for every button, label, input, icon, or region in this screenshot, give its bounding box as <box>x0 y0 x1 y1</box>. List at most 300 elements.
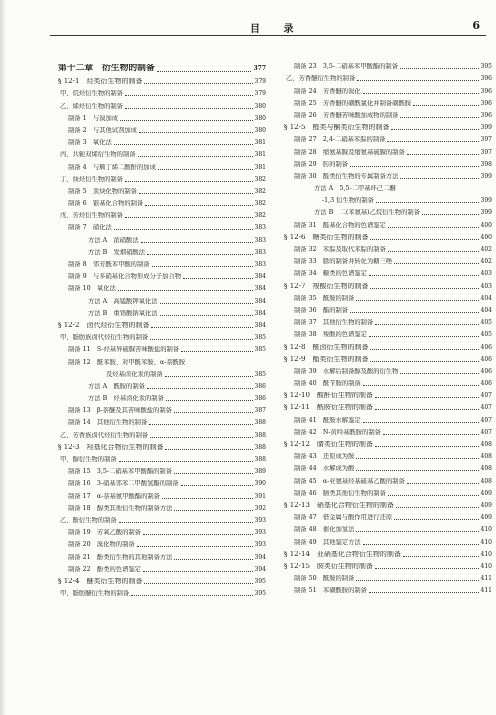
toc-page-number: 398 <box>480 160 492 168</box>
toc-entry-title: § 12-1 烃类衍生物的制备 <box>58 78 143 86</box>
header-title: 目 录 <box>250 24 304 35</box>
toc-entry <box>58 561 266 573</box>
toc-page-number: 394 <box>254 553 266 561</box>
toc-entry-title: 制备 13 β-萘醚及其苦味酸盐的制备 <box>68 407 172 415</box>
toc-entry <box>58 402 266 414</box>
toc-page-number: 410 <box>480 538 492 546</box>
toc-entry-title: § 12-5 醛类与酮类衍生物的制备 <box>284 124 390 132</box>
toc-entry-title: 制备 50 酰胺的制备 <box>294 575 355 583</box>
toc-page-number: 406 <box>480 380 492 388</box>
toc-leader-dots <box>139 132 253 133</box>
toc-leader-dots <box>356 300 478 301</box>
toc-page-number: 382 <box>254 212 266 220</box>
toc-page-number: 388 <box>254 456 266 463</box>
toc-leader-dots <box>139 193 253 194</box>
toc-entry-title: 制备 36 酯的制备 <box>294 306 349 314</box>
toc-leader-dots <box>162 498 253 499</box>
toc-right-column <box>284 58 492 594</box>
toc-entry <box>284 546 492 558</box>
toc-page-number: 384 <box>254 321 266 329</box>
toc-entry-title: 丙、共轭双烯衍生物的制备 <box>60 151 136 159</box>
toc-leader-dots <box>375 397 479 398</box>
toc-leader-dots <box>145 205 252 206</box>
toc-entry <box>58 524 266 536</box>
toc-page-number: 384 <box>254 297 266 305</box>
toc-entry <box>284 95 492 107</box>
toc-entry <box>284 424 492 436</box>
toc-entry-title: 制备 2 与其他试剂加成 <box>68 126 137 134</box>
toc-entry <box>58 463 266 475</box>
toc-entry-title: 制备 40 酰苄胺的制备 <box>294 380 361 388</box>
toc-entry-title: 制备 27 2,4-二硝基苯腙的制备 <box>294 136 386 144</box>
toc-leader-dots <box>131 595 252 596</box>
toc-entry-title: 制备 9 与多硝基化合物形成分子加合物 <box>68 273 182 281</box>
toc-entry-title: 制备 7 硝化法 <box>68 224 112 232</box>
toc-page-number: 399 <box>480 209 492 217</box>
toc-leader-dots <box>375 324 478 325</box>
toc-entry <box>284 131 492 143</box>
toc-page-number: 385 <box>254 334 266 342</box>
toc-page-number: 404 <box>480 306 492 314</box>
toc-entry <box>284 460 492 472</box>
toc-entry <box>284 363 492 375</box>
toc-page-number: 396 <box>480 99 492 107</box>
toc-leader-dots <box>388 495 479 496</box>
toc-entry-title: 制备 46 腈类其他衍生物的制备 <box>294 489 386 497</box>
toc-entry <box>284 253 492 265</box>
toc-entry <box>284 180 492 192</box>
toc-entry <box>58 439 266 451</box>
toc-entry-title: 制备 38 羧酸的色谱鉴定 <box>294 331 367 339</box>
toc-entry <box>58 378 266 390</box>
toc-entry <box>58 414 266 426</box>
toc-leader-dots <box>125 108 253 109</box>
toc-page-number: 407 <box>480 392 492 400</box>
toc-leader-dots <box>144 583 252 584</box>
toc-leader-dots <box>370 239 478 240</box>
toc-leader-dots <box>174 559 252 560</box>
toc-entry <box>58 231 266 243</box>
toc-entry <box>284 277 492 289</box>
toc-page-number: 400 <box>480 233 492 241</box>
toc-entry-title: 制备 3 氧化法 <box>68 139 112 147</box>
toc-entry <box>58 183 266 195</box>
toc-entry <box>58 171 266 183</box>
toc-entry <box>284 265 492 277</box>
toc-page-number: 396 <box>480 75 492 83</box>
toc-entry-title: 制备 10 氧化法 <box>68 285 116 293</box>
toc-entry <box>284 168 492 180</box>
toc-entry-title: 制备 31 醛基化合物的色谱鉴定 <box>294 221 386 229</box>
toc-leader-dots <box>370 349 478 350</box>
toc-entry <box>284 156 492 168</box>
toc-page-number: 383 <box>254 224 266 232</box>
toc-entry-title: § 12-10 酸酐衍生物的制备 <box>284 392 373 400</box>
toc-page-number: 391 <box>254 492 266 500</box>
toc-page-number: 405 <box>480 319 492 327</box>
toc-entry <box>284 497 492 509</box>
toc-leader-dots <box>174 412 253 413</box>
toc-entry <box>58 292 266 304</box>
toc-entry-title: § 12-7 羧酸衍生物的制备 <box>284 282 369 290</box>
toc-page-number: 387 <box>254 407 266 415</box>
toc-leader-dots <box>394 519 478 520</box>
toc-entry <box>58 548 266 560</box>
toc-entry-title: 方法 B 重铬酸钠氧化法 <box>88 309 158 317</box>
toc-leader-dots <box>422 214 479 215</box>
toc-entry <box>284 521 492 533</box>
toc-entry-title: 方法 A 酰胺的制备 <box>88 382 145 390</box>
toc-entry-title: § 12-2 卤代烃衍生物的制备 <box>58 321 150 329</box>
toc-leader-dots <box>152 266 253 267</box>
toc-entry-title: 制备 18 醇类其他衍生物的制备方法 <box>68 504 173 512</box>
toc-entry <box>58 268 266 280</box>
toc-page-number: 393 <box>254 529 266 537</box>
toc-entry <box>58 195 266 207</box>
toc-entry-title: 及烃基卤化汞的制备 <box>106 370 163 378</box>
toc-entry <box>284 119 492 131</box>
toc-leader-dots <box>356 580 478 581</box>
toc-page-number: 410 <box>480 562 492 570</box>
toc-entry <box>58 97 266 109</box>
toc-entry-title: 制备 12 酰苯胺、对甲酰苯胺、α-萘酰胺 <box>68 358 186 366</box>
toc-leader-dots <box>369 336 479 337</box>
toc-page-number: 397 <box>480 136 492 144</box>
toc-leader-dots <box>350 166 478 167</box>
toc-entry <box>284 533 492 545</box>
toc-entry <box>58 426 266 438</box>
toc-entry-title: 制备 47 借金属与酸作用进行还原 <box>294 514 393 522</box>
toc-page-number: 403 <box>480 270 492 278</box>
toc-leader-dots <box>165 449 252 450</box>
toc-entry <box>284 241 492 253</box>
toc-entry <box>284 485 492 497</box>
toc-entry-title: 制备 15 3,5-二硝基苯甲酸酯的制备 <box>68 468 173 476</box>
toc-page-number: 396 <box>480 87 492 95</box>
toc-leader-dots <box>143 571 253 572</box>
toc-entry <box>284 436 492 448</box>
toc-entry-title: 甲、醇衍生物的制备 <box>60 456 117 463</box>
toc-entry <box>58 122 266 134</box>
toc-page-number: 402 <box>480 258 492 266</box>
toc-entry-title: 制备 6 银基化合物的制备 <box>68 200 144 208</box>
toc-entry <box>58 280 266 292</box>
toc-page-number: 403 <box>480 282 492 290</box>
toc-page-number: 396 <box>480 111 492 119</box>
toc-page-number: 383 <box>254 261 266 268</box>
toc-entry-title: 乙、芳香族卤代烃衍生物的制备 <box>60 431 149 439</box>
toc-page-number: 388 <box>254 431 266 439</box>
toc-leader-dots <box>147 388 253 389</box>
toc-leader-dots <box>407 483 479 484</box>
toc-page-number: 411 <box>480 575 492 583</box>
toc-page-number: 379 <box>254 90 266 98</box>
toc-leader-dots <box>357 80 478 81</box>
toc-page-number: 386 <box>254 395 266 403</box>
toc-entry-title: § 12-4 醚类衍生物的制备 <box>58 577 143 585</box>
toc-entry-title: 制备 44 水解成为酸 <box>294 465 355 473</box>
toc-entry <box>58 500 266 512</box>
toc-entry-title: 方法 B 发烟硝酸法 <box>88 248 146 256</box>
toc-entry-title: 方法 A 浓硝酸法 <box>88 236 139 244</box>
toc-entry-title: 制备 25 芳香醚的磺酰氯化并制备磺酰胺 <box>294 99 412 107</box>
toc-entry <box>58 146 266 158</box>
toc-page-number: 402 <box>480 246 492 253</box>
toc-page-number: 408 <box>480 441 492 448</box>
toc-entry <box>284 351 492 363</box>
toc-page-number: 405 <box>480 331 492 339</box>
toc-leader-dots <box>160 315 253 316</box>
toc-page-number: 383 <box>254 236 266 244</box>
toc-leader-dots <box>383 434 479 435</box>
toc-page-number: 407 <box>480 428 492 436</box>
toc-entry <box>284 411 492 423</box>
toc-entry <box>58 158 266 170</box>
toc-entry-title: 乙、酚衍生物的制备 <box>60 516 117 524</box>
toc-page-number: 392 <box>254 504 266 512</box>
toc-page-number: 381 <box>254 139 266 147</box>
scan-edge-shadow <box>0 0 6 715</box>
toc-entry-title: 制备 34 糖类的色谱鉴定 <box>294 270 367 278</box>
toc-leader-dots <box>183 278 252 279</box>
toc-entry <box>58 475 266 487</box>
toc-entry <box>58 451 266 463</box>
toc-leader-dots <box>388 227 479 228</box>
toc-page-number: 385 <box>254 370 266 378</box>
toc-entry <box>58 585 266 597</box>
toc-page-number: 406 <box>480 355 492 363</box>
toc-entry-title: 制备 21 酚类衍生物的其他制备方法 <box>68 553 173 561</box>
toc-entry-title: 方法 A 5,5-二甲基环己二酮 <box>314 185 396 193</box>
toc-page-number: 395 <box>254 590 266 598</box>
toc-entry-title: § 12-15 胺类衍生物的制备 <box>284 562 373 570</box>
toc-leader-dots <box>181 485 253 486</box>
toc-entry-title: 制备 4 与顺丁烯二酸酐的加成 <box>68 163 156 171</box>
toc-leader-dots <box>375 446 479 447</box>
toc-page-number: 382 <box>254 200 266 208</box>
toc-entry-title: 制备 30 醛类衍生物的专属制备方法 <box>294 172 399 180</box>
toc-entry <box>58 305 266 317</box>
toc-entry-title: 制备 51 苯磺酰胺的制备 <box>294 587 367 595</box>
toc-leader-dots <box>363 422 479 423</box>
toc-page-number: 407 <box>480 404 492 412</box>
toc-page-number: 397 <box>480 148 492 156</box>
toc-entry-title: 制备 1 与溴加成 <box>68 114 119 122</box>
toc-page-number: 385 <box>254 346 266 354</box>
toc-page-number: 393 <box>254 516 266 524</box>
toc-entry-title: § 12-13 硝基化合物衍生物的制备 <box>284 501 394 509</box>
toc-entry-title: 制备 22 酚类的色谱鉴定 <box>68 565 141 573</box>
toc-entry-title: § 12-12 腈类衍生物的制备 <box>284 441 373 448</box>
toc-leader-dots <box>403 556 479 557</box>
toc-entry <box>58 134 266 146</box>
toc-leader-dots <box>391 129 478 130</box>
toc-leader-dots <box>400 68 479 69</box>
toc-entry-title: 制备 37 其他衍生物的制备 <box>294 319 374 327</box>
toc-leader-dots <box>144 83 252 84</box>
toc-page-number: 408 <box>480 453 492 461</box>
toc-leader-dots <box>157 71 252 72</box>
toc-entry <box>284 107 492 119</box>
toc-entry <box>284 192 492 204</box>
toc-entry <box>284 375 492 387</box>
toc-entry-title: 制备 45 α-亚氨基烃基硫基乙酸的制备 <box>294 477 405 485</box>
toc-page-number: 380 <box>254 126 266 134</box>
toc-entry <box>284 338 492 350</box>
toc-entry-title: § 12-11 酰胺衍生物的制备 <box>284 404 373 412</box>
toc-page-number: 409 <box>480 489 492 497</box>
toc-leader-dots <box>363 93 479 94</box>
toc-page-number: 384 <box>254 273 266 281</box>
toc-leader-dots <box>363 385 479 386</box>
toc-entry <box>284 58 492 70</box>
toc-leader-dots <box>370 288 478 289</box>
toc-entry-title: 丁、炔烃衍生物的制备 <box>60 175 123 183</box>
toc-entry-title: 乙、烯烃衍生物的制备 <box>60 102 123 110</box>
toc-entry <box>284 558 492 570</box>
toc-page-number: 399 <box>480 172 492 180</box>
toc-entry-title: 方法 B 烃基卤化汞的制备 <box>88 395 164 403</box>
toc-entry-title: 乙、芳香醚衍生物的制备 <box>286 75 356 83</box>
toc-page-number: 379 <box>254 78 266 86</box>
toc-page-number: 409 <box>480 501 492 509</box>
toc-leader-dots <box>150 437 252 438</box>
toc-page-number: 394 <box>254 565 266 573</box>
toc-entry <box>58 219 266 231</box>
toc-entry-title: § 12-3 羟基化合物衍生物的制备 <box>58 443 164 451</box>
toc-leader-dots <box>394 263 478 264</box>
toc-page-number: 390 <box>254 480 266 488</box>
toc-entry <box>58 512 266 524</box>
toc-leader-dots <box>388 251 479 252</box>
toc-entry-title: § 12-6 糖类衍生物的制备 <box>284 233 369 241</box>
toc-leader-dots <box>151 327 252 328</box>
toc-entry-title: 制备 11 S-烃基异硫脲苦味酸盐的制备 <box>68 346 180 354</box>
toc-entry <box>58 536 266 548</box>
toc-leader-dots <box>125 217 253 218</box>
toc-page-number: 381 <box>254 151 266 159</box>
toc-entry-title: § 12-8 酰卤衍生物的制备 <box>284 343 369 351</box>
toc-entry <box>284 448 492 460</box>
toc-entry-title: 方法 A 高锰酸钾氧化法 <box>88 297 158 305</box>
page-header <box>50 20 486 36</box>
toc-page-number: 395 <box>254 577 266 585</box>
toc-page-number: 409 <box>480 514 492 522</box>
toc-entry-title: 第十二章 衍生物的制备 <box>58 64 155 73</box>
toc-entry <box>284 216 492 228</box>
toc-entry <box>284 570 492 582</box>
toc-entry <box>58 73 266 85</box>
toc-leader-dots <box>370 361 478 362</box>
toc-entry <box>58 58 266 73</box>
toc-leader-dots <box>363 544 479 545</box>
toc-page-number: 380 <box>254 114 266 122</box>
toc-leader-dots <box>375 568 479 569</box>
toc-leader-dots <box>120 120 252 121</box>
toc-entry-title: 制备 8 邻芳酰苯甲酸的制备 <box>68 261 150 268</box>
toc-leader-dots <box>166 400 253 401</box>
toc-entry-title: 制备 49 其他鉴定方法 <box>294 538 361 546</box>
toc-entry-title: § 12-9 酯类衍生物的制备 <box>284 355 369 363</box>
toc-leader-dots <box>160 303 253 304</box>
toc-page-number: 407 <box>480 416 492 424</box>
toc-page-number: 380 <box>254 102 266 110</box>
toc-entry <box>284 326 492 338</box>
toc-page-number: 393 <box>254 541 266 549</box>
toc-entry-title: 制备 39 水解后制备醇及酸的衍生物 <box>294 367 399 375</box>
toc-page-number: 408 <box>480 477 492 485</box>
toc-leader-dots <box>181 351 252 352</box>
toc-entry <box>284 204 492 216</box>
toc-entry <box>284 82 492 94</box>
toc-entry-title: 制备 5 汞炔化物的制备 <box>68 187 137 195</box>
toc-entry <box>284 302 492 314</box>
toc-entry <box>58 85 266 97</box>
toc-leader-dots <box>400 178 478 179</box>
toc-leader-dots <box>165 376 253 377</box>
toc-entry-title: 方法 B 二(苯氨基)乙烷衍生物的制备 <box>314 209 420 217</box>
toc-leader-dots <box>141 242 253 243</box>
toc-entry-title: § 12-14 亚硝基化合物衍生物的制备 <box>284 550 401 558</box>
toc-leader-dots <box>369 592 479 593</box>
toc-leader-dots <box>396 507 479 508</box>
toc-entry-title: 甲、脂肪醚衍生物的制备 <box>60 590 130 598</box>
toc-page-number: 406 <box>480 343 492 351</box>
toc-leader-dots <box>369 275 479 276</box>
toc-entry <box>58 366 266 378</box>
toc-page-number: 384 <box>254 309 266 317</box>
toc-entry <box>284 143 492 155</box>
toc-page-number: 383 <box>254 248 266 256</box>
toc-page-number: 381 <box>254 163 266 171</box>
toc-entry-title: 制备 20 溴化物的制备 <box>68 541 135 549</box>
toc-page-number: 386 <box>254 382 266 390</box>
toc-entry <box>284 314 492 326</box>
toc-leader-dots <box>375 409 479 410</box>
toc-entry <box>284 509 492 521</box>
toc-leader-dots <box>356 458 478 459</box>
toc-leader-dots <box>138 156 253 157</box>
toc-leader-dots <box>174 473 253 474</box>
toc-entry-title: 制备 19 芳氧乙酸的制备 <box>68 529 141 537</box>
toc-entry-title: 甲、烷烃衍生物的制备 <box>60 90 123 98</box>
toc-entry <box>284 472 492 484</box>
toc-page-number: 382 <box>254 187 266 195</box>
toc-entry-title: 制备 14 其他衍生物的制备 <box>68 419 148 427</box>
toc-leader-dots <box>376 202 479 203</box>
toc-page-number: 400 <box>480 221 492 229</box>
toc-entry-title: 制备 29 肟的制备 <box>294 160 349 168</box>
toc-entry <box>284 290 492 302</box>
toc-leader-dots <box>147 254 253 255</box>
toc-leader-dots <box>150 339 252 340</box>
header-page-number: 6 <box>472 19 480 32</box>
toc-entry-title: 制备 32 苯腙及取代苯腙的制备 <box>294 246 386 253</box>
toc-page-number: 384 <box>254 285 266 293</box>
toc-entry-title: 制备 41 酰胺水解鉴定 <box>294 416 361 424</box>
toc-page-number: 395 <box>480 63 492 71</box>
toc-entry <box>58 390 266 402</box>
toc-entry-title: 制备 48 催化加氢法 <box>294 526 355 534</box>
toc-entry-title: 制备 42 N-黄呤基酰胺的制备 <box>294 428 381 436</box>
toc-leader-dots <box>413 105 478 106</box>
toc-entry <box>58 573 266 585</box>
toc-entry <box>58 207 266 219</box>
toc-page-number: 406 <box>480 367 492 375</box>
toc-leader-dots <box>114 229 253 230</box>
toc-entry-title: 制备 24 芳香醚的溴化 <box>294 87 361 95</box>
toc-leader-dots <box>137 546 253 547</box>
